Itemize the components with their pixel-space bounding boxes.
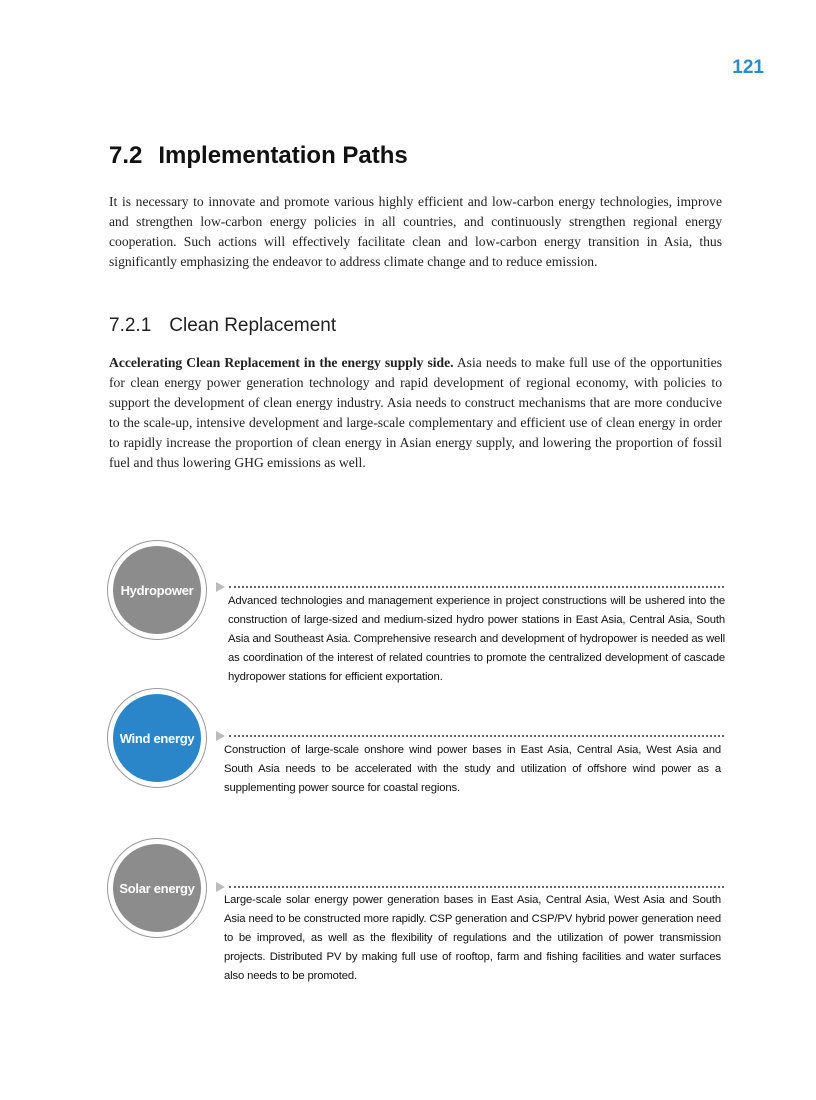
subsection-number: 7.2.1: [109, 315, 152, 336]
clean-replacement-paragraph: [109, 353, 722, 473]
wind-energy-description: Construction of large-scale onshore wind power bases in East Asia, Central Asia, West Asia and South Asia needs to be accelerated with the study and utilization of offshore wind power as a supplementing power source for coastal regions.: [224, 744, 721, 794]
hydropower-badge: [107, 540, 207, 640]
intro-paragraph: It is necessary to innovate and promote various highly efficient and low-carbon energy technologies, improve and strengthen low-carbon energy policies in all countries, and continuously strengthen regional energy cooperation. Such actions will effectively facilitate clean and low-carbon energy transition in Asia, thus significantly emphasizing the endeavor to address climate change and to reduce emission.: [109, 194, 722, 269]
section-number: 7.2: [109, 142, 143, 169]
section-title: Implementation Paths: [158, 142, 408, 169]
hydropower-connector: [216, 583, 724, 591]
wind-energy-badge: [107, 688, 207, 788]
hydropower-description: Advanced technologies and management experience in project constructions will be ushered into the construction of large-sized and medium-sized hydro power stations in East Asia, Central Asia, South Asia and Southeast Asia. Comprehensive research and development of hydropower is needed as well as coordination of the interest of related countries to promote the centralized development of cascade hydropower stations for efficient exportation.: [228, 595, 725, 683]
wind-energy-label: Wind energy: [113, 694, 201, 782]
section-heading: [109, 142, 408, 170]
page-number: 121: [732, 57, 764, 78]
hydropower-label: Hydropower: [113, 546, 201, 634]
solar-energy-label: Solar energy: [113, 844, 201, 932]
solar-energy-badge: [107, 838, 207, 938]
solar-energy-description: Large-scale solar energy power generation bases in East Asia, Central Asia, West Asia and South Asia need to be constructed more rapidly. CSP generation and CSP/PV hybrid power generation need to be improved, as well as the flexibility of regulations and the utilization of power transmission projects. Distributed PV by making full use of rooftop, farm and fishing facilities and water surfaces also needs to be promoted.: [224, 894, 721, 982]
subsection-heading: [109, 315, 336, 337]
arrow-icon: [216, 582, 225, 592]
subsection-title: Clean Replacement: [169, 315, 337, 336]
arrow-icon: [216, 731, 225, 741]
dotted-divider: [229, 586, 724, 588]
solar-energy-connector: [216, 883, 724, 891]
lead-text: Accelerating Clean Replacement in the energy supply side.: [109, 355, 454, 370]
dotted-divider: [229, 886, 724, 888]
dotted-divider: [229, 735, 724, 737]
body-text: Asia needs to make full use of the opportunities for clean energy power generation technology and rapid development of regional economy, with policies to support the development of clean energy industry. Asia needs to construct mechanisms that are more conducive to the scale-up, intensive development and large-scale complementary and efficient use of clean energy in order to rapidly increase the proportion of clean energy in Asian energy supply, and lowering the proportion of fossil fuel and thus lowering GHG emissions as well.: [109, 355, 722, 470]
wind-energy-connector: [216, 732, 724, 740]
